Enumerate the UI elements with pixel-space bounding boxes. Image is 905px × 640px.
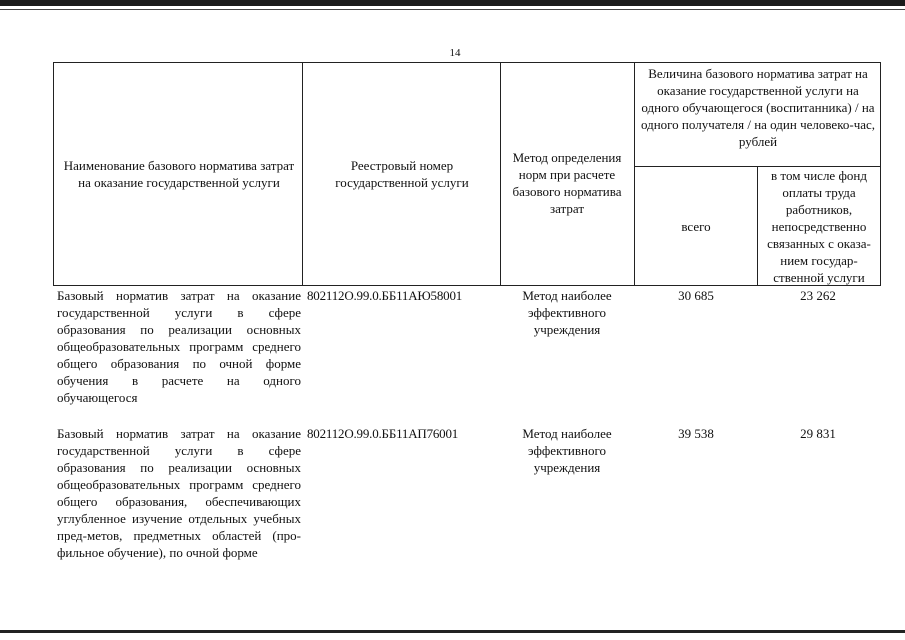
table-left-border bbox=[53, 62, 54, 286]
col-divider-3 bbox=[634, 62, 635, 286]
row2-name: Базовый норматив затрат на оказание государственной услуги в сфере образования по реализации основных общеобразовательных программ среднего общего образования, обеспечивающих углубленное изучение отдельных учебных пред-метов, предметных областей (про-фильное обучение), по очной форме bbox=[57, 426, 301, 560]
header-including: в том числе фонд оплаты труда работников, непосредственно связанных с оказа-нием государ-ственной услуги bbox=[767, 168, 871, 285]
bottom-border-rule bbox=[0, 630, 905, 633]
top-border-rule bbox=[0, 0, 905, 6]
col-divider-1 bbox=[302, 62, 303, 286]
page-number: 14 bbox=[449, 47, 461, 59]
header-value-group: Величина базового норматива затрат на оказание государственной услуги на одного обучающегося (воспитанника) / на одного получателя / на один человеко-час, рублей bbox=[640, 66, 876, 149]
col-divider-4 bbox=[757, 166, 758, 286]
row1-registry: 802112О.99.0.ББ11АЮ58001 bbox=[307, 288, 463, 303]
header-method: Метод определения норм при расчете базового норматива затрат bbox=[512, 150, 622, 216]
row2-total: 39 538 bbox=[678, 426, 714, 441]
table-top-border bbox=[53, 62, 881, 63]
header-name: Наименование базового норматива затрат на оказание государственной услуги bbox=[63, 158, 295, 190]
row1-method: Метод наиболее эффективного учреждения bbox=[522, 288, 612, 337]
row2-including: 29 831 bbox=[800, 426, 836, 441]
table-right-border bbox=[880, 62, 881, 286]
row2-method: Метод наиболее эффективного учреждения bbox=[522, 426, 612, 475]
row1-total: 30 685 bbox=[678, 288, 714, 303]
row1-name: Базовый норматив затрат на оказание государственной услуги в сфере образования по реализации основных общеобразовательных программ среднего общего образования по очной форме обучения в расчете на одного обучающегося bbox=[57, 288, 301, 405]
col-divider-2 bbox=[500, 62, 501, 286]
row1-including: 23 262 bbox=[800, 288, 836, 303]
row2-registry: 802112О.99.0.ББ11АП76001 bbox=[307, 426, 459, 441]
header-registry: Реестровый номер государственной услуги bbox=[335, 158, 469, 190]
header-total: всего bbox=[681, 219, 711, 234]
top-border-thin-rule bbox=[0, 9, 905, 10]
